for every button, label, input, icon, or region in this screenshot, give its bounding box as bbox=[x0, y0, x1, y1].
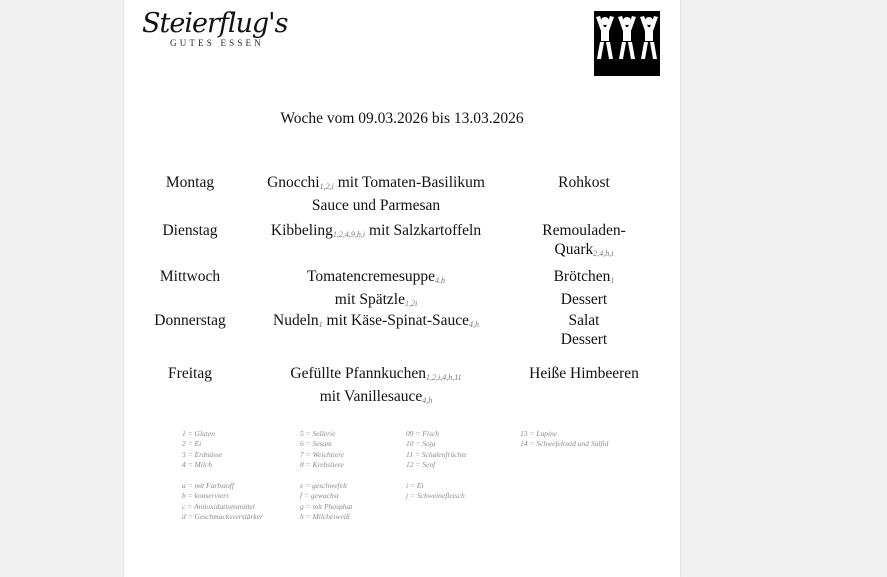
day-tuesday: Dienstag bbox=[162, 222, 218, 239]
dish-text: mit Salzkartoffeln bbox=[365, 222, 482, 239]
dish-text: Nudeln bbox=[273, 312, 319, 329]
allergen-codes: 1,2,i,4,h,11 bbox=[425, 373, 462, 382]
logo-script: Steierflug's bbox=[142, 8, 288, 39]
people-group-icon bbox=[594, 11, 660, 76]
legend-spacer bbox=[300, 471, 352, 481]
week-title: Woche vom 09.03.2026 bis 13.03.2026 bbox=[280, 110, 524, 127]
legend-column-2 bbox=[300, 429, 352, 523]
dish-wednesday bbox=[256, 267, 496, 313]
legend-item: 3 = Erdnüsse bbox=[182, 449, 223, 459]
dish-friday bbox=[256, 364, 496, 410]
legend-item: 4 = Milch bbox=[182, 460, 213, 470]
legend-column-4 bbox=[520, 429, 608, 450]
legend-spacer bbox=[406, 471, 467, 481]
legend-item: d = Geschmacksverstärker bbox=[182, 512, 263, 522]
allergen-codes: 1,2,4,9,h,i bbox=[332, 230, 366, 239]
side-text: Brötchen bbox=[553, 268, 611, 285]
side-text: Dessert bbox=[560, 291, 608, 308]
legend-column-1 bbox=[182, 429, 263, 523]
allergen-codes: 4,h bbox=[435, 276, 446, 285]
dish-text: Gnocchi bbox=[267, 174, 320, 191]
legend-item: h = Milcheiweiß bbox=[300, 512, 350, 522]
dish-text: Gefüllte Pfannkuchen bbox=[290, 365, 426, 382]
allergen-codes: 1,2i bbox=[404, 299, 418, 308]
legend-item: 09 = Fisch bbox=[406, 429, 439, 438]
legend-item: i = Ei bbox=[406, 481, 424, 491]
legend-item: 8 = Krebstiere bbox=[300, 460, 344, 470]
legend-item: b = konserviert bbox=[182, 491, 229, 501]
legend-item: 14 = Schwefeloxid und Sulfid bbox=[520, 439, 609, 449]
dish-monday bbox=[256, 173, 496, 215]
day-monday: Montag bbox=[165, 174, 215, 191]
legend-item: g = mit Phosphat bbox=[300, 501, 353, 511]
allergen-codes: 1 bbox=[318, 320, 323, 329]
legend-item: c = Antioxidationsmittel bbox=[182, 501, 255, 511]
dish-tuesday bbox=[256, 221, 496, 244]
legend-item: f = gewachst bbox=[300, 491, 339, 501]
dish-text: Sauce und Parmesan bbox=[311, 197, 441, 214]
logo-subtitle: GUTES ESSEN bbox=[170, 38, 264, 48]
side-text: Salat bbox=[568, 312, 600, 329]
legend-item: 2 = Ei bbox=[182, 439, 202, 449]
legend-item: 5 = Sellerie bbox=[300, 429, 336, 438]
dish-text: mit Käse-Spinat-Sauce bbox=[322, 312, 469, 329]
dish-text: Tomatencremesuppe bbox=[306, 268, 436, 285]
allergen-codes: 2,4,h,i bbox=[593, 249, 614, 258]
legend-item: 12 = Senf bbox=[406, 460, 436, 470]
day-wednesday: Mittwoch bbox=[159, 268, 221, 285]
allergen-codes: 1,2,i bbox=[319, 182, 334, 191]
legend-item: a = mit Farbstoff bbox=[182, 481, 234, 491]
allergen-codes: 1 bbox=[610, 276, 615, 285]
legend-item: 13 = Lupine bbox=[520, 429, 558, 438]
dish-text: Kibbeling bbox=[270, 222, 333, 239]
dish-thursday bbox=[256, 311, 496, 334]
side-text: Dessert bbox=[560, 331, 608, 348]
side-wednesday bbox=[509, 267, 659, 309]
side-text: Rohkost bbox=[558, 174, 610, 191]
legend-item: e = geschwefelt bbox=[300, 481, 348, 491]
side-text: Remouladen- bbox=[542, 222, 626, 239]
allergen-codes: 4,h bbox=[469, 320, 479, 329]
side-monday bbox=[509, 173, 659, 192]
legend-item: 6 = Sesam bbox=[300, 439, 332, 449]
dish-text: mit Spätzle bbox=[334, 291, 405, 308]
legend-item: 1 = Gluten bbox=[182, 429, 215, 438]
legend-item: 7 = Weichtiere bbox=[300, 449, 345, 459]
allergen-codes: 4,h bbox=[422, 396, 433, 405]
legend-item: 11 = Schalenfrüchte bbox=[406, 449, 467, 459]
side-text: Heiße Himbeeren bbox=[529, 365, 639, 382]
dish-text: mit Tomaten-Basilikum bbox=[333, 174, 485, 191]
legend-item: 10 = Soja bbox=[406, 439, 436, 449]
side-thursday bbox=[509, 311, 659, 349]
company-logo bbox=[142, 8, 302, 50]
legend-item: j = Schweinefleisch bbox=[406, 491, 465, 501]
side-friday bbox=[509, 364, 659, 383]
side-tuesday bbox=[509, 221, 659, 263]
day-thursday: Donnerstag bbox=[154, 312, 226, 329]
dish-text: mit Vanillesauce bbox=[319, 388, 423, 405]
legend-spacer bbox=[182, 471, 263, 481]
legend-column-3 bbox=[406, 429, 467, 502]
menu-page bbox=[124, 0, 680, 577]
side-text: Quark bbox=[554, 241, 594, 258]
day-friday: Freitag bbox=[168, 365, 212, 382]
